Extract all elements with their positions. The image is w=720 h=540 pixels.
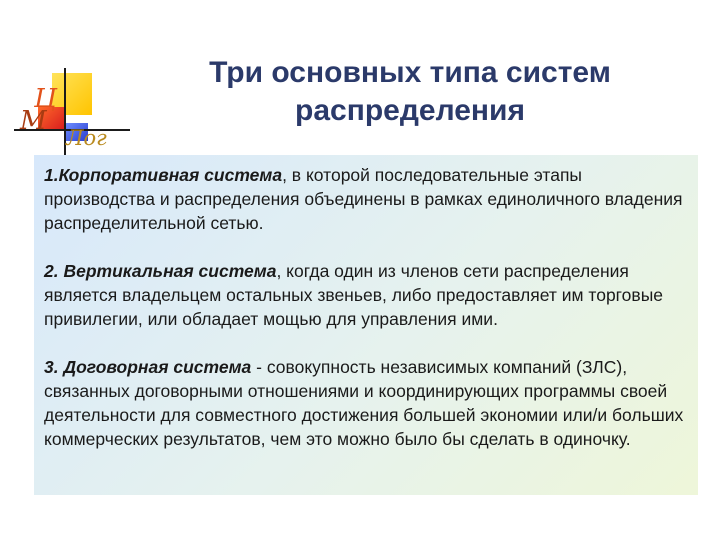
paragraph-vertical-system — [44, 259, 690, 331]
description-vertical-system: , когда один из членов сети распределения является владельцем остальных звеньев, либо предоставляет им торговые привилегии, или обладает мощью для управления ими. — [44, 261, 664, 329]
slide-title-line-1: Три основных типа систем — [209, 56, 611, 89]
logo-letter-left: М — [20, 106, 47, 136]
paragraph-contract-system — [44, 355, 690, 451]
description-corporate-system: , в которой последовательные этапы производства и распределения объединены в рамках единоличного владения распределительной сетью. — [44, 165, 683, 233]
slide-title — [150, 54, 670, 130]
content-box — [34, 155, 698, 495]
description-contract-system: - совокупность независимых компаний (ЗЛС), связанных договорными отношениями и координирующих программы своей деятельности для совместного достижения большей экономии или/и больших коммерческих результатов, чем это можно было бы сделать в одиночку. — [44, 357, 684, 449]
logo-letter-top: Ц — [34, 84, 57, 114]
term-contract-system: 3. Договорная система — [44, 357, 252, 377]
term-corporate-system: 1.Корпоративная система — [44, 165, 283, 185]
logo-letters-right: Лог — [66, 126, 107, 150]
slide-title-line-2: распределения — [295, 94, 525, 127]
company-logo — [0, 0, 130, 160]
term-vertical-system: 2. Вертикальная система — [44, 261, 277, 281]
paragraph-corporate-system — [44, 163, 690, 235]
